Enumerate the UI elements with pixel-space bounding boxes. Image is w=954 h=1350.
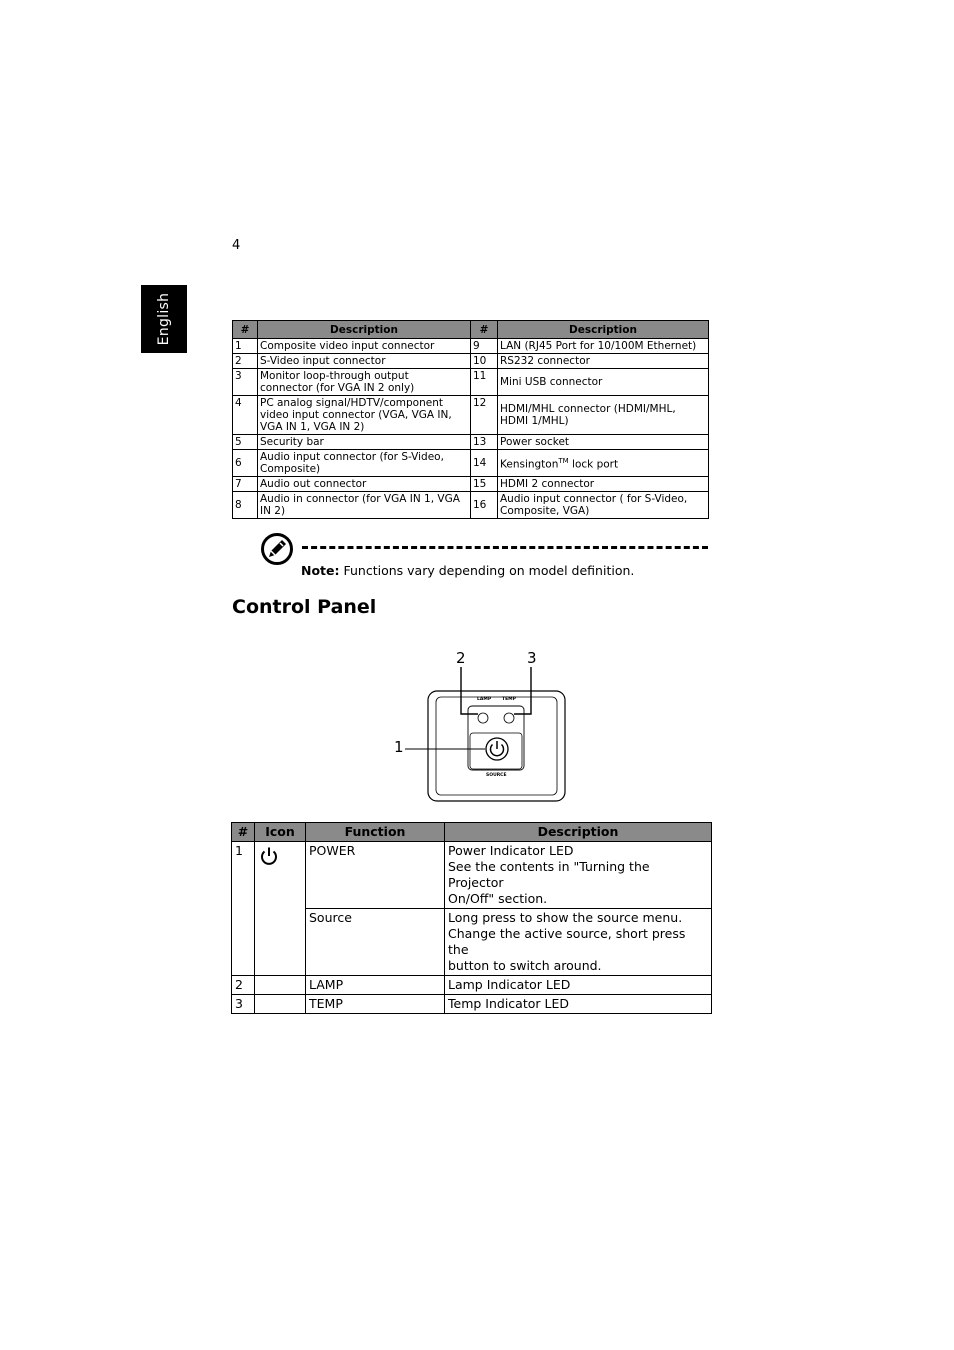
row-description xyxy=(498,354,709,369)
row-number: 13 xyxy=(471,435,498,450)
row-number: 2 xyxy=(233,354,258,369)
row-description xyxy=(258,339,471,354)
row-description xyxy=(445,976,712,995)
description-line: PC analog signal/HDTV/component xyxy=(260,397,443,409)
row-number: 14 xyxy=(471,450,498,477)
header-description-b: Description xyxy=(498,321,709,339)
header-number-b: # xyxy=(471,321,498,339)
table-row xyxy=(233,492,709,519)
row-description xyxy=(258,492,471,519)
row-number: 6 xyxy=(233,450,258,477)
row-icon xyxy=(255,995,306,1014)
description-line: Composite, VGA) xyxy=(500,505,590,517)
header-description: Description xyxy=(445,823,712,842)
description-line: Audio input connector ( for S-Video, xyxy=(500,493,688,505)
control-table xyxy=(231,822,712,1014)
description-line: HDMI 2 connector xyxy=(500,478,595,490)
temp-led-label: TEMP xyxy=(502,697,516,702)
description-line: Audio input connector (for S-Video, xyxy=(260,451,444,463)
table-row xyxy=(233,477,709,492)
description-line: Change the active source, short press the xyxy=(448,926,686,957)
language-tab xyxy=(141,285,187,353)
description-main: Kensington xyxy=(500,458,559,471)
power-icon xyxy=(258,845,280,867)
row-description xyxy=(498,396,709,435)
description-line: video input connector (VGA, VGA IN, xyxy=(260,409,452,421)
section-title: Control Panel xyxy=(232,596,377,618)
control-panel-diagram xyxy=(388,645,573,807)
row-description xyxy=(258,450,471,477)
note-divider xyxy=(302,546,708,549)
source-button-label: SOURCE xyxy=(486,773,507,778)
row-number: 2 xyxy=(232,976,255,995)
description-line: Monitor loop-through output xyxy=(260,370,409,382)
description-line: Composite) xyxy=(260,463,321,475)
row-description xyxy=(445,842,712,909)
row-number: 4 xyxy=(233,396,258,435)
row-number: 3 xyxy=(232,995,255,1014)
callout-1: 1 xyxy=(394,738,404,756)
header-function: Function xyxy=(306,823,445,842)
row-number: 12 xyxy=(471,396,498,435)
row-description xyxy=(498,369,709,396)
row-number: 8 xyxy=(233,492,258,519)
row-number: 5 xyxy=(233,435,258,450)
note-body: Functions vary depending on model definition. xyxy=(339,563,635,578)
description-line: Long press to show the source menu. xyxy=(448,910,683,925)
row-description xyxy=(445,909,712,976)
header-number-a: # xyxy=(233,321,258,339)
header-icon: Icon xyxy=(255,823,306,842)
description-line: Power Indicator LED xyxy=(448,843,574,858)
row-function: POWER xyxy=(306,842,445,909)
row-number: 15 xyxy=(471,477,498,492)
description-line: Lamp Indicator LED xyxy=(448,977,571,992)
row-function: Source xyxy=(306,909,445,976)
description-line: Audio out connector xyxy=(260,478,367,490)
header-number: # xyxy=(232,823,255,842)
description-line: On/Off" section. xyxy=(448,891,548,906)
description-line: RS232 connector xyxy=(500,355,590,367)
row-number: 3 xyxy=(233,369,258,396)
table-row xyxy=(233,450,709,477)
connector-table xyxy=(232,320,709,519)
description-line: Composite video input connector xyxy=(260,340,435,352)
trademark-sup: TM xyxy=(558,457,569,466)
note-box xyxy=(258,532,710,582)
row-description xyxy=(258,369,471,396)
table-row xyxy=(233,396,709,435)
row-description xyxy=(258,354,471,369)
row-description xyxy=(258,435,471,450)
description-line: VGA IN 1, VGA IN 2) xyxy=(260,421,365,433)
description-line: connector (for VGA IN 2 only) xyxy=(260,382,415,394)
row-number: 10 xyxy=(471,354,498,369)
callout-3: 3 xyxy=(527,649,537,667)
description-line: See the contents in "Turning the Projector xyxy=(448,859,650,890)
connector-table-header xyxy=(233,321,709,339)
language-tab-label: English xyxy=(156,292,172,346)
control-panel-drawing xyxy=(388,645,573,807)
table-row xyxy=(233,339,709,354)
row-description xyxy=(498,477,709,492)
row-description xyxy=(258,477,471,492)
note-pen-icon xyxy=(260,532,294,566)
description-line: HDMI/MHL connector (HDMI/MHL, xyxy=(500,403,676,415)
row-function: LAMP xyxy=(306,976,445,995)
table-row xyxy=(233,354,709,369)
description-line: Security bar xyxy=(260,436,324,448)
lamp-led-label: LAMP xyxy=(477,697,492,702)
control-table-header xyxy=(232,823,712,842)
description-line: S-Video input connector xyxy=(260,355,386,367)
page-number: 4 xyxy=(232,238,241,253)
header-description-a: Description xyxy=(258,321,471,339)
row-number: 16 xyxy=(471,492,498,519)
row-icon xyxy=(255,842,306,976)
row-number: 7 xyxy=(233,477,258,492)
description-rest: lock port xyxy=(568,458,619,471)
row-icon xyxy=(255,976,306,995)
row-function: TEMP xyxy=(306,995,445,1014)
description-line: Audio in connector (for VGA IN 1, VGA xyxy=(260,493,460,505)
row-number: 11 xyxy=(471,369,498,396)
row-description xyxy=(498,450,709,477)
table-row xyxy=(232,842,712,909)
row-description xyxy=(498,492,709,519)
callout-2: 2 xyxy=(456,649,466,667)
table-row xyxy=(233,369,709,396)
note-label: Note: xyxy=(301,563,340,578)
description-line: Temp Indicator LED xyxy=(448,996,569,1011)
row-number: 1 xyxy=(233,339,258,354)
description-line: LAN (RJ45 Port for 10/100M Ethernet) xyxy=(500,340,697,352)
row-description xyxy=(498,435,709,450)
table-row xyxy=(233,435,709,450)
table-row xyxy=(232,995,712,1014)
note-text xyxy=(301,563,634,578)
row-number: 9 xyxy=(471,339,498,354)
description-line: HDMI 1/MHL) xyxy=(500,415,569,427)
description-line: Power socket xyxy=(500,436,570,448)
description-line: button to switch around. xyxy=(448,958,602,973)
table-row xyxy=(232,976,712,995)
row-number: 1 xyxy=(232,842,255,976)
row-description xyxy=(258,396,471,435)
description-line: IN 2) xyxy=(260,505,286,517)
description-line: Mini USB connector xyxy=(500,376,603,388)
row-description xyxy=(445,995,712,1014)
row-description xyxy=(498,339,709,354)
